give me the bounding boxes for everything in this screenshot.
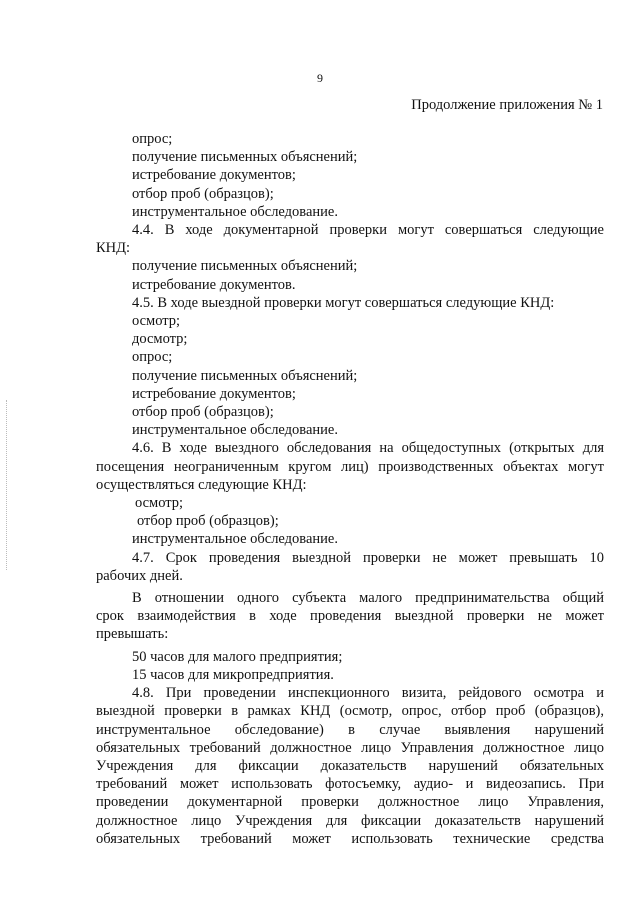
list-item: получение письменных объяснений;: [132, 149, 358, 166]
list-item: 50 часов для малого предприятия;: [132, 648, 343, 665]
paragraph-4-8-line: проведении документарной проверки должностное лицо Управления,: [96, 794, 604, 811]
list-item: осмотр;: [132, 313, 181, 330]
list-item: инструментальное обследование.: [132, 203, 338, 220]
list-item: опрос;: [132, 131, 173, 147]
paragraph-4-4-line: 4.4. В ходе документарной проверки могут совершаться следующие: [132, 222, 604, 239]
list-item: истребование документов.: [132, 276, 296, 293]
paragraph-4-7-line: рабочих дней.: [96, 567, 183, 584]
list-item: получение письменных объяснений;: [132, 367, 358, 384]
paragraph-4-8-line: инструментальное обследование) в случае выявления нарушений: [96, 721, 604, 738]
list-item: 15 часов для микропредприятия.: [132, 666, 334, 683]
margin-marks: [6, 400, 9, 570]
list-item: отбор проб (образцов);: [137, 513, 279, 530]
paragraph-4-8-line: 4.8. При проведении инспекционного визита, рейдового осмотра и: [132, 685, 604, 702]
paragraph-4-8-line: обязательных требований может использовать технические средства: [96, 830, 604, 847]
list-item: получение письменных объяснений;: [132, 258, 358, 275]
document-body: [96, 130, 604, 848]
document-header: Продолжение приложения № 1: [411, 97, 603, 113]
paragraph-4-7-line: 4.7. Срок проведения выездной проверки не может превышать 10: [132, 549, 604, 566]
list-item: истребование документов;: [132, 385, 296, 402]
list-item: отбор проб (образцов);: [132, 185, 274, 202]
paragraph-4-7-line: срок взаимодействия в ходе проведения выездной проверки не может: [96, 608, 604, 625]
paragraph-4-6-line: посещения неограниченным кругом лиц) производственных объектах могут: [96, 458, 604, 475]
list-item: опрос;: [132, 349, 173, 366]
list-item: досмотр;: [132, 331, 188, 348]
list-item: истребование документов;: [132, 167, 296, 184]
paragraph-4-4-line: КНД:: [96, 240, 131, 257]
paragraph-4-8-line: выездной проверки в рамках КНД (осмотр, опрос, отбор проб (образцов),: [96, 703, 604, 720]
paragraph-4-8-line: требований может использовать фотосъемку, аудио- и видеозапись. При: [96, 776, 604, 793]
list-item: инструментальное обследование.: [132, 422, 338, 439]
list-item: инструментальное обследование.: [132, 531, 338, 548]
paragraph-4-8-line: должностное лицо Учреждения для фиксации доказательств нарушений: [96, 812, 604, 829]
list-item: осмотр;: [135, 495, 184, 512]
paragraph-4-6-line: 4.6. В ходе выездного обследования на общедоступных (открытых для: [132, 440, 604, 457]
paragraph-4-6-line: осуществляться следующие КНД:: [96, 476, 307, 493]
paragraph-4-5-line: 4.5. В ходе выездной проверки могут совершаться следующие КНД:: [132, 294, 555, 311]
list-item: отбор проб (образцов);: [132, 404, 274, 421]
paragraph-4-7-line: превышать:: [96, 626, 169, 643]
paragraph-4-8-line: Учреждения для фиксации доказательств нарушений обязательных: [96, 757, 604, 774]
paragraph-4-8-line: обязательных требований должностное лицо Управления должностное лицо: [96, 739, 604, 756]
page-number: 9: [317, 71, 323, 85]
paragraph-4-7-line: В отношении одного субъекта малого предпринимательства общий: [132, 590, 604, 607]
